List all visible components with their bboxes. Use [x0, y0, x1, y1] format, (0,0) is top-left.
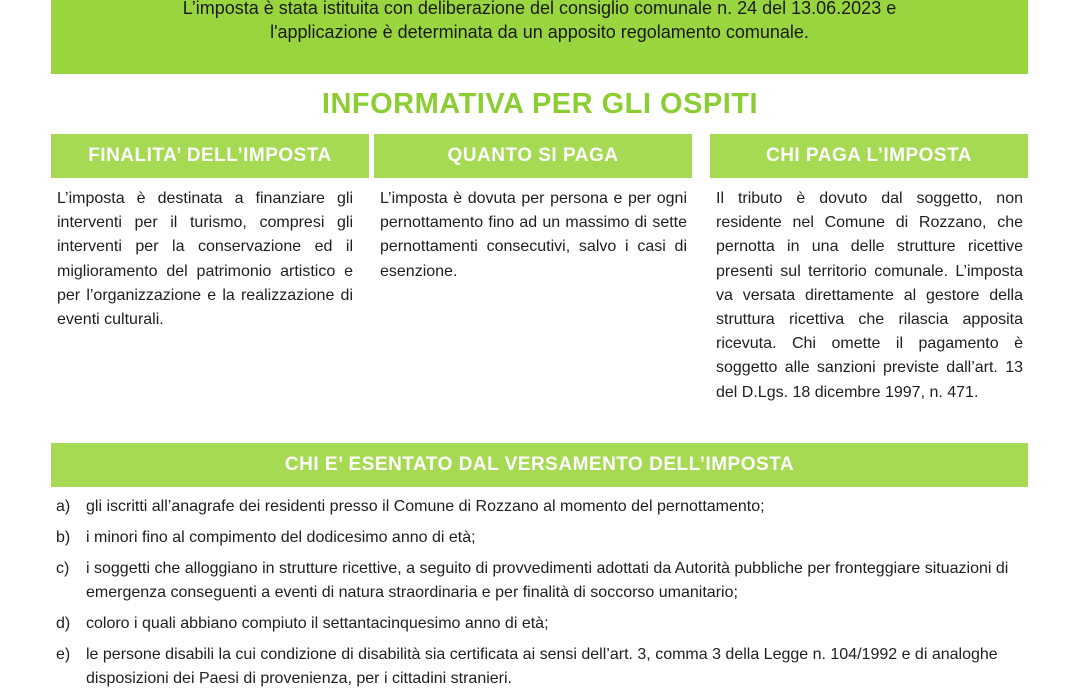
list-text: i minori fino al compimento del dodicesimo anno di età; — [86, 529, 476, 546]
exemptions-list — [56, 495, 1016, 698]
list-text: coloro i quali abbiano compiuto il settantacinquesimo anno di età; — [86, 615, 549, 632]
list-letter: b) — [56, 529, 71, 546]
list-text: i soggetti che alloggiano in strutture ricettive, a seguito di provvedimenti adottati da Autorità pubbliche per fronteggiare situazioni di emergenza conseguenti a eventi di natura straordinaria e per finalità di soccorso umanitario; — [86, 560, 1009, 601]
list-item — [56, 557, 1016, 605]
header-finalita: FINALITA’ DELL’IMPOSTA — [51, 134, 369, 178]
text-chi-paga: Il tributo è dovuto dal soggetto, non residente nel Comune di Rozzano, che pernotta in una delle strutture ricettive presenti sul territorio comunale. L’imposta va versata direttamente al gestore della struttura ricettiva che rilascia apposita ricevuta. Chi omette il pagamento è soggetto alle sanzioni previste dall’art. 13 del D.Lgs. 18 dicembre 1997, n. 471. — [716, 190, 1023, 401]
list-text: gli iscritti all’anagrafe dei residenti presso il Comune di Rozzano al momento del pernottamento; — [86, 498, 765, 515]
list-letter: a) — [56, 498, 71, 515]
intro-line-1: L’imposta è stata istituita con deliberazione del consiglio comunale n. 24 del 13.06.2023 e — [182, 0, 897, 18]
list-item — [56, 643, 1016, 691]
list-item — [56, 495, 1016, 519]
page-title: INFORMATIVA PER GLI OSPITI — [321, 88, 759, 120]
list-letter: d) — [56, 615, 71, 632]
list-item — [56, 612, 1016, 636]
list-text: le persone disabili la cui condizione di disabilità sia certificata ai sensi dell’art. 3, comma 3 della Legge n. 104/1992 e di analoghe disposizioni dei Paesi di provenienza, per i cittadini stranieri. — [86, 646, 998, 687]
header-esenzioni: CHI E’ ESENTATO DAL VERSAMENTO DELL’IMPOSTA — [51, 443, 1028, 487]
list-item — [56, 526, 1016, 550]
intro-banner — [51, 0, 1028, 74]
intro-line-2: l'applicazione è determinata da un apposito regolamento comunale. — [270, 22, 809, 42]
list-letter: c) — [56, 560, 70, 577]
header-chi-paga: CHI PAGA L’IMPOSTA — [710, 134, 1028, 178]
text-finalita: L’imposta è destinata a finanziare gli interventi per il turismo, compresi gli interventi per la conservazione ed il miglioramento del patrimonio artistico e per l’organizzazione e la realizzazione di eventi culturali. — [57, 190, 353, 329]
header-quanto-si-paga: QUANTO SI PAGA — [374, 134, 692, 178]
text-quanto-si-paga: L’imposta è dovuta per persona e per ogni pernottamento fino ad un massimo di sette pernottamenti consecutivi, salvo i casi di esenzione. — [380, 190, 687, 280]
list-letter: e) — [56, 646, 71, 663]
